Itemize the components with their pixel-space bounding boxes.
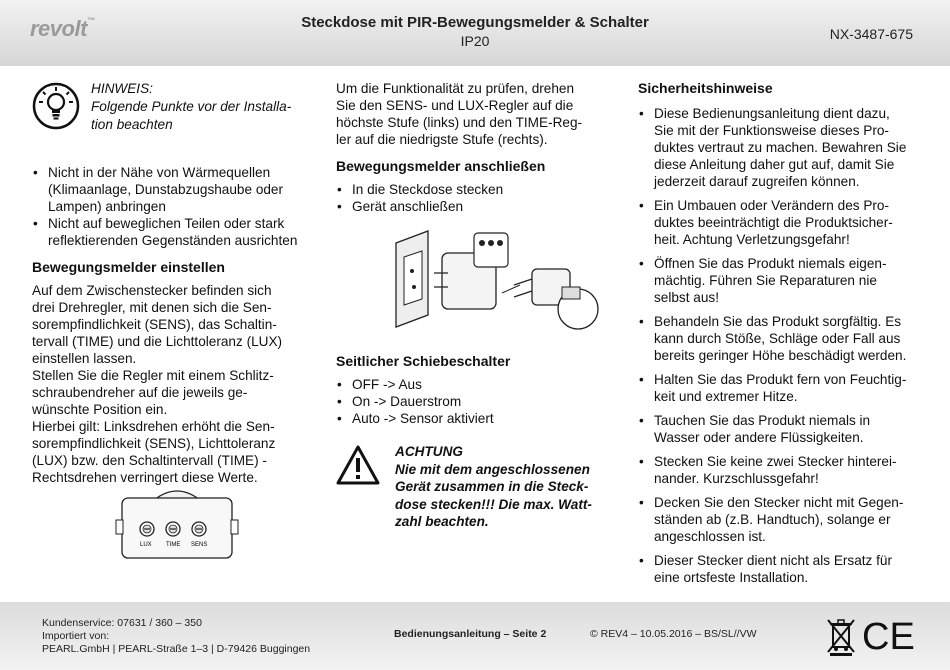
list-item (638, 255, 923, 306)
warning-title: ACHTUNG (395, 444, 463, 459)
line: • Ein Umbauen oder Verändern des Pro- (654, 198, 890, 213)
imported-by-label: Importiert von: (42, 630, 110, 642)
footer-contact (42, 617, 310, 656)
list-item: • In die Steckdose stecken (336, 181, 616, 198)
line: einstellen lassen. (32, 351, 137, 366)
line: • Stecken Sie keine zwei Stecker hinterei- (654, 454, 897, 469)
line: diese Anleitung daher gut auf, damit Sie (654, 157, 895, 172)
warning-triangle-icon (336, 445, 380, 485)
list-item (638, 371, 923, 405)
dial-label-sens: SENS (191, 542, 208, 548)
line: schraubendreher auf die jeweils ge- (32, 385, 248, 400)
dial-knob-lux (140, 522, 154, 536)
settings-paragraph (32, 282, 317, 486)
hint-line: tion beachten (91, 117, 173, 132)
importer-address: PEARL.GmbH | PEARL-Straße 1–3 | D-79426 Buggingen (42, 643, 311, 655)
line: nander. Kurzschlussgefahr! (654, 471, 819, 486)
plug-illustration (382, 223, 602, 343)
list-item (638, 313, 923, 364)
line: duktes beeinträchtigt die Produktsicher- (654, 215, 893, 230)
line: • Behandeln Sie das Produkt sorgfältig. Es (654, 314, 902, 329)
line: Gerät zusammen in die Steck- (395, 479, 589, 494)
list-item (638, 412, 923, 446)
logo-text: revolt (30, 16, 87, 41)
line: selbst aus! (654, 290, 719, 305)
list-item: • Gerät anschließen (336, 198, 616, 215)
list-item: • Auto -> Sensor aktiviert (336, 410, 616, 427)
list-item (638, 197, 923, 248)
line: zahl beachten. (395, 514, 489, 529)
line: • Nicht auf beweglichen Teilen oder stark (48, 216, 285, 231)
hint-box (32, 80, 317, 142)
line: jederzeit darauf zugreifen können. (654, 174, 860, 189)
safety-list (638, 105, 923, 586)
list-item (638, 105, 923, 190)
line: sorempfindlichkeit (SENS), Lichttoleranz (32, 436, 276, 451)
line: duktes vertraut zu machen. Bewahren Sie (654, 140, 907, 155)
line: angeschlossen ist. (654, 529, 766, 544)
line: (Klimaanlage, Dunstabzugshaube oder (48, 182, 284, 197)
line: dose stecken!!! Die max. Watt- (395, 496, 592, 512)
section-title-safety: Sicherheitshinweise (638, 80, 773, 96)
line: keit und extremer Hitze. (654, 389, 798, 404)
dial-knob-time (166, 522, 180, 536)
line: Rechtsdrehen verringert diese Werte. (32, 470, 258, 485)
trademark-mark: ™ (86, 16, 95, 25)
line: ler auf die niedrigste Stufe (rechts). (336, 132, 548, 147)
column-left (32, 80, 317, 548)
warning-box (336, 443, 616, 529)
dial-label-lux: LUX (140, 542, 152, 548)
ce-mark-icon (862, 616, 920, 656)
dial-knob-sens (192, 522, 206, 536)
line: wünschte Position ein. (32, 402, 168, 417)
list-item (638, 494, 923, 545)
line: • Diese Bedienungsanleitung dient dazu, (654, 106, 890, 121)
line: Sie den SENS- und LUX-Regler auf die (336, 98, 574, 113)
section-title-settings: Bewegungsmelder einstellen (32, 259, 225, 275)
revision-info: © REV4 – 10.05.2016 – BS/SL//VW (590, 628, 757, 640)
line: • Halten Sie das Produkt fern von Feuchtig- (654, 372, 907, 387)
line: Auf dem Zwischenstecker befinden sich (32, 283, 272, 298)
connect-list (336, 181, 616, 215)
document-title: Steckdose mit PIR-Bewegungsmelder & Schalter (301, 14, 649, 31)
line: höchste Stufe (links) und den TIME-Reg- (336, 115, 583, 130)
line: bereits geringer Höhe beschädigt werden. (654, 348, 907, 363)
line: drei Drehregler, mit denen sich die Sen- (32, 300, 272, 315)
line: Nie mit dem angeschlossenen (395, 461, 590, 477)
list-item: • On -> Dauerstrom (336, 393, 616, 410)
weee-bin-icon (826, 616, 856, 656)
line: eine ortsfeste Installation. (654, 570, 809, 585)
line: • Öffnen Sie das Produkt niemals eigen- (654, 256, 887, 271)
intro-paragraph (336, 80, 616, 148)
line: heit. Achtung Verletzungsgefahr! (654, 232, 850, 247)
hint-text (91, 80, 317, 134)
line: Wasser oder andere Flüssigkeiten. (654, 430, 864, 445)
line: tervall (TIME) und die Lichttoleranz (LUX) (32, 334, 283, 349)
product-number: NX-3487-675 (829, 26, 913, 42)
list-item: • OFF -> Aus (336, 376, 616, 393)
list-item (32, 164, 317, 215)
hint-line: Folgende Punkte vor der Installa- (91, 99, 292, 114)
document-subtitle: IP20 (460, 33, 490, 49)
line: • Dieser Stecker dient nicht als Ersatz für (654, 553, 892, 568)
line: • Tauchen Sie das Produkt niemals in (654, 413, 871, 428)
switch-list (336, 376, 616, 427)
dial-illustration (112, 480, 242, 560)
column-right (638, 80, 923, 593)
line: kann durch Stöße, Schläge oder Fall aus (654, 331, 901, 346)
line: Sie mit der Funktionsweise dieses Pro- (654, 123, 889, 138)
section-title-switch: Seitlicher Schiebeschalter (336, 353, 511, 369)
line: • Nicht in der Nähe von Wärmequellen (48, 165, 271, 180)
list-item (32, 215, 317, 249)
line: sorempfindlichkeit (SENS), das Schaltin- (32, 317, 277, 332)
list-item (638, 552, 923, 586)
column-middle (336, 80, 616, 529)
lightbulb-icon (32, 82, 80, 130)
line: ständen ab (z.B. Handtuch), solange er (654, 512, 891, 527)
line: (LUX) bzw. den Schaltintervall (TIME) - (32, 453, 267, 468)
hint-bullet-list (32, 164, 317, 249)
warning-text (395, 443, 625, 531)
line: Um die Funktionalität zu prüfen, drehen (336, 81, 575, 96)
line: Lampen) anbringen (48, 199, 166, 214)
list-item (638, 453, 923, 487)
line: Stellen Sie die Regler mit einem Schlitz- (32, 368, 274, 383)
line: • Decken Sie den Stecker nicht mit Gegen- (654, 495, 904, 510)
ce-mark-text: CE (862, 616, 915, 656)
line: mächtig. Führen Sie Reparaturen nie (654, 273, 877, 288)
hint-title: HINWEIS: (91, 81, 153, 96)
dial-label-time: TIME (166, 542, 181, 548)
customer-service: Kundenservice: 07631 / 360 – 350 (42, 617, 202, 629)
section-title-connect: Bewegungsmelder anschließen (336, 158, 546, 174)
line: reflektierenden Gegenständen ausrichten (48, 233, 298, 248)
line: Hierbei gilt: Linksdrehen erhöht die Sen- (32, 419, 275, 434)
page-indicator: Bedienungsanleitung – Seite 2 (394, 628, 547, 640)
